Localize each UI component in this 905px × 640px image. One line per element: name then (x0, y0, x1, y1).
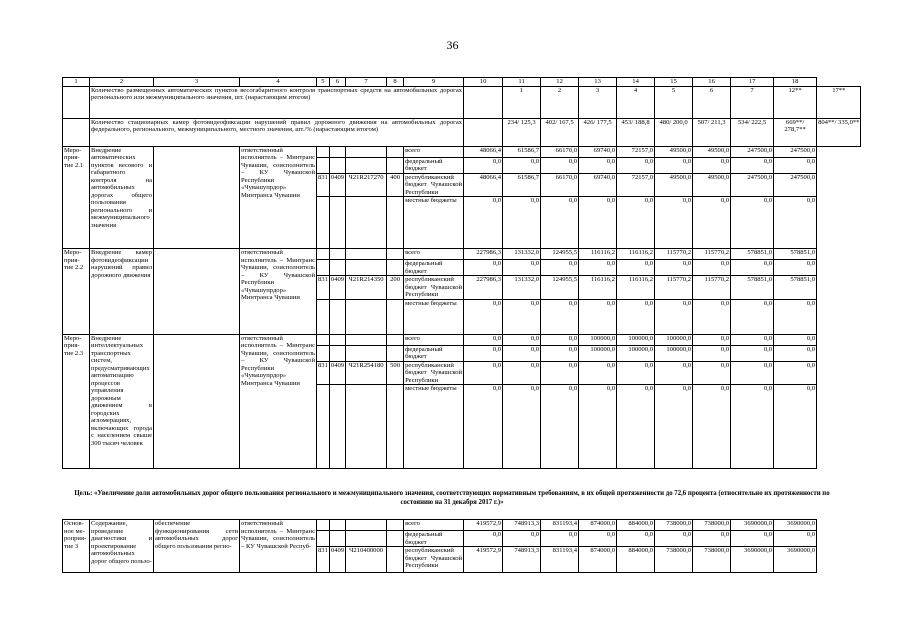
indicator-value: 804**/ 335,0** (817, 118, 861, 146)
funding-source: республиканский бюджет Чувашской Республики (405, 173, 463, 196)
empty-cell (387, 260, 404, 276)
funding-value: 0,0 (774, 361, 817, 385)
funding-value: 0,0 (774, 157, 817, 173)
main-event-executor: ответственный исполнитель – Минтранс Чувашии, соисполнитель – КУ Чувашской Респуб- (240, 520, 317, 573)
measure-executor: ответственный исполнитель – Минтранс Чувашии, соисполнитель – КУ Чувашской Республики «Чувашупрдор» Минтранса Чувашии (240, 146, 317, 249)
funding-value: 0,0 (541, 334, 579, 345)
funding-value: 0,0 (541, 361, 579, 385)
funding-value: 738000,0 (693, 547, 731, 573)
funding-value: 100000,0 (617, 334, 655, 345)
main-event-table (62, 519, 817, 573)
empty-cell (317, 531, 330, 547)
vr-code: 200 (387, 276, 404, 300)
funding-value: 72157,0 (617, 173, 655, 197)
funding-value: 0,0 (579, 157, 617, 173)
funding-source: федеральный бюджет (404, 345, 464, 361)
funding-value: 100000,0 (655, 334, 693, 345)
empty-cell (329, 531, 345, 547)
funding-value: 3690000,0 (774, 547, 817, 573)
measure-label: Меро-прия-тие 2.3 (63, 334, 90, 469)
funding-value: 0,0 (693, 334, 731, 345)
main-event-label: Основ-ное ме-роприя-тие 3 (63, 520, 90, 573)
funding-value: 0,0 (464, 197, 503, 249)
indicator-value: 402/ 167,5 (541, 118, 579, 146)
funding-value: 0,0 (774, 531, 817, 547)
funding-source: всего (404, 334, 464, 345)
empty-cell (387, 249, 404, 260)
funding-value: 115770,2 (693, 276, 731, 300)
funding-value: 0,0 (655, 385, 693, 469)
funding-value: 0,0 (731, 197, 774, 249)
funding-value: 48066,4 (464, 146, 503, 157)
measure-name: Внедрение автоматических пунктов весового и габаритного контроля на автомобильных дорогах общего пользования регионального и межмуниципального значения (90, 146, 154, 249)
funding-value: 0,0 (503, 345, 541, 361)
funding-value: 0,0 (464, 531, 503, 547)
funding-value: 0,0 (617, 299, 655, 334)
funding-source: всего (404, 520, 464, 531)
empty-cell (346, 260, 387, 276)
funding-value: 115770,2 (655, 276, 693, 300)
column-number: 10 (464, 78, 503, 87)
empty-cell (317, 157, 330, 173)
funding-value: 0,0 (617, 385, 655, 469)
column-number: 1 (63, 78, 90, 87)
indicator-row (63, 118, 861, 146)
empty-cell (346, 520, 387, 531)
funding-value: 0,0 (731, 299, 774, 334)
funding-source: республиканский бюджет Чувашской Республики (405, 361, 463, 384)
funding-value: 0,0 (693, 260, 731, 276)
column-number: 14 (617, 78, 655, 87)
empty-cell (387, 197, 404, 249)
funding-value: 0,0 (731, 334, 774, 345)
funding-value: 0,0 (731, 531, 774, 547)
funding-value: 0,0 (579, 385, 617, 469)
funding-value: 0,0 (464, 334, 503, 345)
funding-value: 0,0 (693, 385, 731, 469)
empty-cell (317, 299, 330, 334)
column-number: 6 (329, 78, 345, 87)
funding-value: 3690000,0 (774, 520, 817, 531)
funding-value: 874000,0 (579, 547, 617, 573)
funding-source: республиканский бюджет Чувашской Республики (405, 276, 463, 298)
funding-value: 0,0 (541, 385, 579, 469)
funding-value: 0,0 (464, 260, 503, 276)
funding-value: 0,0 (693, 197, 731, 249)
empty-cell (387, 299, 404, 334)
funding-value: 247500,0 (774, 146, 817, 157)
empty-cell (346, 334, 387, 345)
grbs-code: 831 (317, 361, 330, 385)
empty-cell (346, 345, 387, 361)
vr-code: 400 (387, 173, 404, 197)
funding-value: 0,0 (655, 361, 693, 385)
funding-value: 578851,0 (774, 249, 817, 260)
column-number: 12 (541, 78, 579, 87)
empty-cell (329, 157, 345, 173)
empty-cell (317, 249, 330, 260)
funding-value: 227986,3 (464, 249, 503, 260)
measure-label: Меро-прия-тие 2.2 (63, 249, 90, 335)
empty-cell (346, 249, 387, 260)
funding-source: федеральный бюджет (404, 531, 464, 547)
header-row (63, 78, 861, 87)
indicator-value: 534/ 222,5 (731, 118, 774, 146)
csr-code: Ч210400000 (346, 547, 387, 573)
column-number: 18 (774, 78, 817, 87)
funding-value: 0,0 (693, 361, 731, 385)
funding-value: 69740,0 (579, 146, 617, 157)
grbs-code: 831 (317, 173, 330, 197)
indicator-value: 4 (617, 86, 655, 118)
funding-value: 0,0 (464, 299, 503, 334)
funding-value: 0,0 (617, 531, 655, 547)
funding-value: 831193,4 (541, 547, 579, 573)
funding-value: 0,0 (464, 157, 503, 173)
empty-cell (317, 520, 330, 531)
funding-value: 0,0 (503, 385, 541, 469)
funding-value: 0,0 (731, 157, 774, 173)
column-number: 17 (731, 78, 774, 87)
funding-value: 874000,0 (579, 520, 617, 531)
empty-cell (464, 86, 503, 118)
measure-label: Меро-прия-тие 2.1 (63, 146, 90, 249)
empty-cell (387, 345, 404, 361)
funding-value: 0,0 (503, 197, 541, 249)
measure-task (154, 334, 240, 469)
funding-value: 0,0 (617, 361, 655, 385)
csr-code: Ч21R217270 (346, 173, 387, 197)
funding-source: всего (404, 146, 464, 157)
funding-source: местные бюджеты (404, 197, 464, 249)
rzpr-code: 0409 (329, 547, 345, 573)
empty-cell (329, 520, 345, 531)
empty-cell (387, 334, 404, 345)
indicator-value: 3 (579, 86, 617, 118)
empty-cell (63, 118, 90, 146)
funding-value: 0,0 (579, 299, 617, 334)
indicator-value: 507/ 211,3 (693, 118, 731, 146)
funding-source: федеральный бюджет (404, 157, 464, 173)
measure-row (63, 334, 861, 345)
funding-value: 0,0 (541, 299, 579, 334)
rzpr-code: 0409 (329, 173, 345, 197)
funding-value: 0,0 (774, 197, 817, 249)
funding-value: 0,0 (693, 345, 731, 361)
csr-code: Ч21R214350 (346, 276, 387, 300)
funding-value: 0,0 (693, 157, 731, 173)
indicator-value: 234/ 125,3 (503, 118, 541, 146)
funding-value: 116116,2 (579, 276, 617, 300)
column-number: 4 (240, 78, 317, 87)
funding-value: 49500,0 (693, 173, 731, 197)
measure-name: Внедрение камер фотовидеофиксации нарушений правил дорожного движения (90, 249, 154, 335)
funding-value: 0,0 (503, 299, 541, 334)
empty-cell (329, 197, 345, 249)
empty-cell (346, 385, 387, 469)
empty-cell (317, 345, 330, 361)
grbs-code: 831 (317, 547, 330, 573)
funding-value: 72157,0 (617, 146, 655, 157)
empty-cell (317, 385, 330, 469)
funding-value: 0,0 (774, 299, 817, 334)
grbs-code: 831 (317, 276, 330, 300)
funding-value: 247500,0 (731, 173, 774, 197)
funding-value: 0,0 (655, 260, 693, 276)
indicator-value: 7 (731, 86, 774, 118)
funding-value: 0,0 (617, 157, 655, 173)
funding-value: 738000,0 (655, 547, 693, 573)
funding-value: 748913,3 (503, 520, 541, 531)
funding-value: 115770,2 (655, 249, 693, 260)
funding-value: 0,0 (774, 345, 817, 361)
indicator-value: 17** (817, 86, 861, 118)
indicator-text: Количество размещенных автоматических пунктов весогабаритного контроля транспортных средств на автомобильных дорогах регионального или межмуниципального значения, шт. (нарастающим итогом) (90, 86, 464, 118)
funding-value: 0,0 (617, 197, 655, 249)
empty-cell (346, 146, 387, 157)
column-number: 7 (346, 78, 387, 87)
measure-executor: ответственный исполнитель – Минтранс Чувашии, соисполнитель – КУ Чувашской Республики «Чувашупрдор» Минтранса Чувашии (240, 249, 317, 335)
empty-cell (317, 197, 330, 249)
measure-task (154, 249, 240, 335)
funding-value: 0,0 (541, 157, 579, 173)
funding-value: 738000,0 (655, 520, 693, 531)
funding-source: местные бюджеты (404, 385, 464, 469)
funding-value: 0,0 (774, 334, 817, 345)
funding-value: 100000,0 (579, 345, 617, 361)
funding-value: 100000,0 (579, 334, 617, 345)
funding-value: 0,0 (503, 334, 541, 345)
funding-value: 0,0 (731, 361, 774, 385)
funding-value: 49500,0 (655, 173, 693, 197)
goal-text: Цель: «Увеличение доли автомобильных дорог общего пользования регионального и межмуниципального значения, соответствующих нормативным требованиям, в их общей протяженности до 72,6 процента (относительно их протяженности по состоянию на 31 декабря 2017 г.)» (74, 490, 830, 506)
funding-value: 748913,3 (503, 547, 541, 573)
funding-value: 3690000,0 (731, 547, 774, 573)
funding-value: 0,0 (579, 197, 617, 249)
funding-value: 247500,0 (731, 146, 774, 157)
funding-value: 0,0 (579, 531, 617, 547)
column-number: 16 (693, 78, 731, 87)
funding-value: 738000,0 (693, 520, 731, 531)
indicator-value: 426/ 177,5 (579, 118, 617, 146)
indicator-value: 480/ 200,0 (655, 118, 693, 146)
column-number: 11 (503, 78, 541, 87)
indicator-value: 2 (541, 86, 579, 118)
indicator-value: 12** (774, 86, 817, 118)
funding-source: всего (404, 249, 464, 260)
funding-value: 0,0 (541, 197, 579, 249)
funding-value: 0,0 (731, 345, 774, 361)
empty-cell (329, 249, 345, 260)
funding-value: 884000,0 (617, 520, 655, 531)
indicator-value: 1 (503, 86, 541, 118)
measure-task (154, 146, 240, 249)
funding-value: 0,0 (693, 299, 731, 334)
funding-value: 115770,2 (693, 249, 731, 260)
rzpr-code: 0409 (329, 361, 345, 385)
funding-value: 116116,2 (579, 249, 617, 260)
column-number: 2 (90, 78, 154, 87)
main-event-task: обеспечение функционирования сети автомобильных дорог общего пользования регио- (154, 520, 240, 573)
funding-value: 66170,0 (541, 173, 579, 197)
empty-cell (387, 157, 404, 173)
funding-value: 884000,0 (617, 547, 655, 573)
funding-value: 0,0 (731, 260, 774, 276)
empty-cell (464, 118, 503, 146)
funding-value: 131332,0 (503, 249, 541, 260)
page-number: 36 (446, 38, 459, 52)
empty-cell (329, 299, 345, 334)
funding-value: 0,0 (541, 531, 579, 547)
funding-source: местные бюджеты (404, 299, 464, 334)
empty-cell (63, 86, 90, 118)
funding-value: 578851,0 (731, 276, 774, 300)
funding-value: 0,0 (617, 260, 655, 276)
empty-cell (329, 334, 345, 345)
funding-value: 61586,7 (503, 173, 541, 197)
funding-value: 49500,0 (655, 146, 693, 157)
funding-value: 0,0 (655, 197, 693, 249)
empty-cell (329, 146, 345, 157)
empty-cell (329, 260, 345, 276)
indicator-value: 453/ 188,8 (617, 118, 655, 146)
funding-value: 0,0 (503, 260, 541, 276)
funding-value: 116116,2 (617, 249, 655, 260)
column-number: 3 (154, 78, 240, 87)
program-table (62, 77, 861, 469)
empty-cell (329, 345, 345, 361)
empty-cell (346, 157, 387, 173)
funding-value: 0,0 (503, 157, 541, 173)
funding-value: 0,0 (503, 361, 541, 385)
funding-value: 0,0 (731, 385, 774, 469)
funding-value: 0,0 (541, 260, 579, 276)
indicator-text: Количество стационарных камер фотовидеофиксации нарушений правил дорожного движения на автомобильных дорогах федерального, регионального, межмуниципального, местного значения, шт./% (нарастающим итогом) (90, 118, 464, 146)
empty-cell (317, 334, 330, 345)
funding-value: 0,0 (774, 260, 817, 276)
funding-value: 49500,0 (693, 146, 731, 157)
empty-cell (387, 520, 404, 531)
measure-row (63, 146, 861, 157)
indicator-value: 6 (693, 86, 731, 118)
funding-value: 66170,0 (541, 146, 579, 157)
funding-value: 116116,2 (617, 276, 655, 300)
empty-cell (346, 197, 387, 249)
empty-cell (329, 385, 345, 469)
column-number: 13 (579, 78, 617, 87)
funding-value: 0,0 (464, 385, 503, 469)
funding-value: 61586,7 (503, 146, 541, 157)
indicator-row (63, 86, 861, 118)
funding-value: 0,0 (541, 345, 579, 361)
measure-row (63, 249, 861, 260)
csr-code: Ч21R254180 (346, 361, 387, 385)
empty-cell (317, 146, 330, 157)
funding-value: 419572,9 (464, 547, 503, 573)
funding-value: 0,0 (655, 157, 693, 173)
funding-value: 0,0 (579, 260, 617, 276)
empty-cell (346, 299, 387, 334)
funding-value: 0,0 (464, 361, 503, 385)
funding-value: 100000,0 (617, 345, 655, 361)
funding-value: 0,0 (655, 531, 693, 547)
funding-value: 0,0 (503, 531, 541, 547)
funding-value: 0,0 (774, 385, 817, 469)
measure-executor: ответственный исполнитель – Минтранс Чувашии, соисполнитель – КУ Чувашской Республики «Чувашупрдор» Минтранса Чувашии (240, 334, 317, 469)
funding-source: республиканский бюджет Чувашской Республики (404, 547, 464, 573)
funding-value: 48066,4 (464, 173, 503, 197)
funding-value: 0,0 (579, 361, 617, 385)
funding-value: 0,0 (464, 345, 503, 361)
funding-value: 578851,0 (731, 249, 774, 260)
funding-source: федеральный бюджет (404, 260, 464, 276)
measure-name: Внедрение интеллектуальных транспортных систем, предусматривающих автоматизацию процессов управления дорожным движением в городских агломерациях, включающих города с населением свыше 300 тысяч человек (90, 334, 154, 469)
funding-value: 831193,4 (541, 520, 579, 531)
funding-value: 0,0 (693, 531, 731, 547)
main-event-row (63, 520, 817, 531)
rzpr-code: 0409 (329, 276, 345, 300)
column-number: 15 (655, 78, 693, 87)
indicator-value: 669**/ 278,7** (774, 118, 817, 146)
vr-code (387, 547, 404, 573)
empty-cell (387, 146, 404, 157)
funding-value: 124955,5 (541, 276, 579, 300)
empty-cell (317, 260, 330, 276)
main-event-name: Содержание, проведение диагностики и проектирование автомобильных дорог общего пользо- (90, 520, 154, 573)
funding-value: 3690000,0 (731, 520, 774, 531)
funding-value: 100000,0 (655, 345, 693, 361)
column-number: 5 (317, 78, 330, 87)
funding-value: 227986,3 (464, 276, 503, 300)
funding-value: 578851,0 (774, 276, 817, 300)
column-number: 9 (404, 78, 464, 87)
empty-cell (346, 531, 387, 547)
indicator-value: 5 (655, 86, 693, 118)
funding-value: 0,0 (655, 299, 693, 334)
vr-code: 500 (387, 361, 404, 385)
funding-value: 69740,0 (579, 173, 617, 197)
funding-value: 247500,0 (774, 173, 817, 197)
funding-value: 131332,0 (503, 276, 541, 300)
column-number: 8 (387, 78, 404, 87)
funding-value: 419572,9 (464, 520, 503, 531)
empty-cell (387, 531, 404, 547)
empty-cell (387, 385, 404, 469)
funding-value: 124955,5 (541, 249, 579, 260)
